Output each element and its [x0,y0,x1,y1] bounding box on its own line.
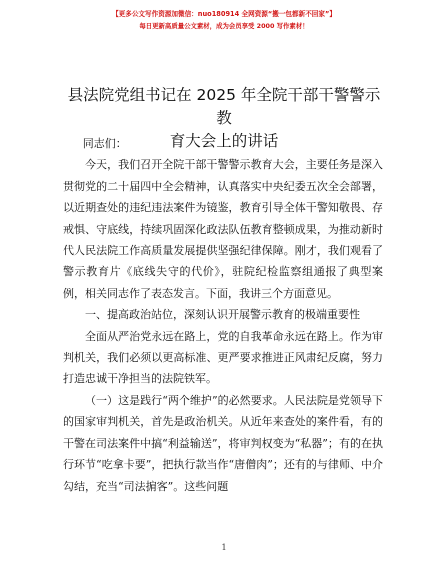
salutation: 同志们： [82,137,127,150]
paragraph-subsection-1: （一）这是践行“两个维护”的必然要求。人民法院是党领导下的国家审判机关，首先是政治机关。从近年来查处的案件看，有的干警在司法案件中搞“利益输送”，将审判权变为“私器”；有的在执行环节“吃拿卡要”，把执行款当作“唐僧肉”；还有的与律师、中介勾结，充当“司法掮客”。这些问题 [63,393,383,493]
section-heading-1: 一、提高政治站位，深刻认识开展警示教育的极端重要性 [85,308,360,322]
promo-banner-line-2: 每日更新高质量公文素材，成为会员享受 2000 写作素材！ [139,22,309,30]
page-number: 1 [221,543,227,552]
document-title-line-2: 育大会上的讲话 [169,132,279,150]
document-body [63,133,383,497]
promo-banner-line-1: 【更多公文写作资源加微信：nuo180914 全网资源“搬一包都新不回家”】 [112,10,336,18]
promo-banner [0,9,448,32]
paragraph-section-1: 全面从严治党永远在路上，党的自我革命永远在路上。作为审判机关，我们必须以更高标准、更严要求推进正风肃纪反腐，努力打造忠诚干净担当的法院铁军。 [63,329,383,386]
document-title-line-1: 县法院党组书记在 2025 年全院干部干警警示教 [67,86,381,127]
paragraph-intro: 今天，我们召开全院干部干警警示教育大会，主要任务是深入贯彻党的二十届四中全会精神，认真落实中央纪委五次全会部署，以近期查处的违纪违法案件为镜鉴，教育引导全体干警知敬畏、存戒惧、守底线，持续巩固深化政法队伍教育整顿成果，为推动新时代人民法院工作高质量发展提供坚强纪律保障。刚才，我们观看了警示教育片《底线失守的代价》，驻院纪检监察组通报了典型案例，相关同志作了表态发言。下面，我讲三个方面意见。 [63,158,383,300]
